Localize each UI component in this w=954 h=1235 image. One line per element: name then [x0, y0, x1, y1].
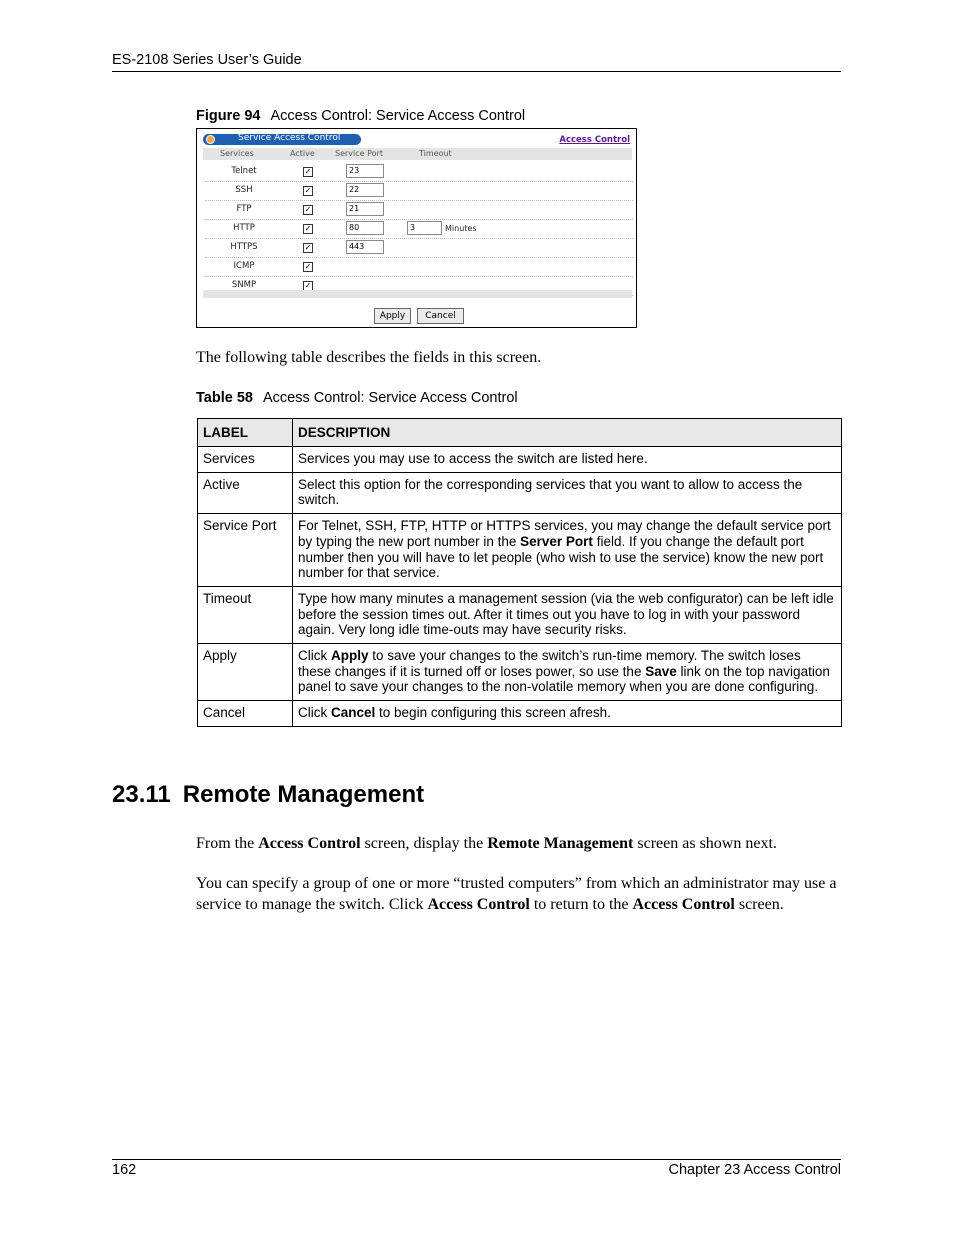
- service-port-input[interactable]: 21: [346, 202, 384, 216]
- row-label: Service Port: [198, 514, 293, 587]
- text-run: to return to the: [529, 895, 633, 913]
- running-header: ES-2108 Series User’s Guide: [112, 52, 302, 68]
- text-run: You can specify a group of one or more “trusted computers” from which an administrator may use a service to manage the switch. Click: [196, 875, 837, 913]
- col-timeout: Timeout: [419, 149, 452, 158]
- row-label: Active: [198, 472, 293, 513]
- text-run: Select this option for the corresponding services that you want to allow to access the switch.: [298, 476, 803, 508]
- timeout-unit: Minutes: [445, 224, 477, 233]
- service-port-input[interactable]: 443: [346, 240, 384, 254]
- row-description: [293, 472, 842, 513]
- chapter-footer: Chapter 23 Access Control: [668, 1162, 841, 1178]
- text-run: Click: [298, 648, 331, 664]
- row-description: [293, 447, 842, 473]
- row-label: Timeout: [198, 586, 293, 643]
- text-run: field. If you change the default port number then you will have to let people (who wish to use the service) know the new port number for that service.: [298, 533, 824, 581]
- panel-bullet-icon: [206, 135, 215, 144]
- row-label: Apply: [198, 644, 293, 701]
- text-run: Click: [298, 705, 331, 721]
- service-name: HTTPS: [230, 242, 258, 252]
- active-checkbox[interactable]: ✓: [304, 186, 312, 195]
- bold-term: Access Control: [632, 895, 735, 913]
- table-row: [198, 586, 842, 643]
- service-name: FTP: [236, 204, 252, 214]
- table-row: [198, 447, 842, 473]
- active-checkbox[interactable]: ✓: [304, 205, 312, 214]
- service-port-input[interactable]: 23: [346, 164, 384, 178]
- text-run: screen, display the: [360, 835, 488, 852]
- table-label: Table 58: [196, 390, 253, 406]
- table-row: [198, 472, 842, 513]
- column-header-bar: [203, 148, 632, 160]
- service-name: Telnet: [231, 166, 257, 176]
- section-title: Remote Management: [182, 781, 425, 808]
- footer-rule: [112, 1159, 841, 1160]
- text-run: to save your changes to the switch’s run-time memory. The switch loses these changes if it is turned off or loses power, so use the: [298, 648, 801, 679]
- page-number: 162: [112, 1162, 137, 1178]
- service-port-input[interactable]: 22: [346, 183, 384, 197]
- service-row-https: [205, 239, 633, 258]
- text-run: link on the top navigation panel to save your changes to the non-volatile memory when you are done configuring.: [298, 663, 830, 695]
- service-row-telnet: [205, 163, 633, 182]
- table-row: [198, 644, 842, 701]
- bold-term: Cancel: [331, 705, 376, 721]
- row-description: [293, 701, 842, 727]
- text-run: screen as shown next.: [633, 835, 777, 852]
- text-run: Services you may use to access the switch are listed here.: [298, 451, 648, 466]
- table-row: [198, 701, 842, 727]
- bold-term: Server Port: [520, 533, 593, 549]
- text-run: For Telnet, SSH, FTP, HTTP or HTTPS services, you may change the default service port by typing the new port number in the: [298, 518, 831, 549]
- section-paragraph-1: [196, 834, 846, 855]
- service-row-ftp: [205, 201, 633, 220]
- service-row-icmp: [205, 258, 633, 277]
- section-number: 23.11: [112, 781, 171, 808]
- panel-title: Service Access Control: [238, 133, 341, 143]
- table-header-row: [198, 419, 842, 447]
- table-row: [198, 514, 842, 587]
- service-name: SSH: [235, 185, 253, 195]
- bold-term: Access Control: [427, 895, 530, 913]
- row-description: [293, 514, 842, 587]
- figure-caption: [196, 108, 525, 124]
- header-description: DESCRIPTION: [293, 419, 842, 447]
- service-name: ICMP: [233, 261, 255, 271]
- timeout-input[interactable]: 3: [407, 221, 442, 235]
- service-access-control-screenshot: [196, 128, 637, 328]
- service-row-ssh: [205, 182, 633, 201]
- panel-title-bar: [203, 134, 361, 145]
- table-caption: [196, 390, 518, 406]
- row-label: Services: [198, 447, 293, 473]
- col-services: Services: [220, 149, 254, 158]
- active-checkbox[interactable]: ✓: [304, 243, 312, 252]
- header-rule: [112, 71, 841, 72]
- service-row-http: [205, 220, 633, 239]
- bold-term: Access Control: [258, 835, 361, 852]
- section-heading: [112, 781, 424, 809]
- col-service-port: Service Port: [335, 149, 383, 158]
- service-port-input[interactable]: 80: [346, 221, 384, 235]
- active-checkbox[interactable]: ✓: [304, 262, 312, 271]
- active-checkbox[interactable]: ✓: [304, 224, 312, 233]
- cancel-button[interactable]: Cancel: [417, 308, 464, 324]
- figure-title: Access Control: Service Access Control: [270, 108, 526, 124]
- apply-button[interactable]: Apply: [374, 308, 411, 324]
- active-checkbox[interactable]: ✓: [304, 281, 312, 290]
- intro-text: The following table describes the fields in this screen.: [196, 349, 542, 366]
- service-name: HTTP: [233, 223, 255, 233]
- description-table: [197, 418, 842, 727]
- access-control-link[interactable]: Access Control: [559, 135, 630, 145]
- row-description: [293, 586, 842, 643]
- col-active: Active: [290, 149, 315, 158]
- text-run: Type how many minutes a management session (via the web configurator) can be left idle before the session times out. After it times out you have to log in with your password again. Very long idle time-outs may have security risks.: [298, 590, 834, 638]
- text-run: to begin configuring this screen afresh.: [375, 705, 611, 721]
- figure-label: Figure 94: [196, 108, 261, 124]
- bold-term: Save: [645, 663, 677, 679]
- text-run: screen.: [734, 895, 784, 913]
- bold-term: Remote Management: [487, 835, 634, 852]
- row-label: Cancel: [198, 701, 293, 727]
- active-checkbox[interactable]: ✓: [304, 167, 312, 176]
- text-run: From the: [196, 835, 259, 852]
- table-title: Access Control: Service Access Control: [262, 390, 518, 406]
- footer-bar: [203, 290, 632, 298]
- header-label: LABEL: [198, 419, 293, 447]
- bold-term: Apply: [331, 648, 369, 664]
- service-name: SNMP: [231, 280, 257, 290]
- row-description: [293, 644, 842, 701]
- section-paragraph-2: [196, 874, 846, 915]
